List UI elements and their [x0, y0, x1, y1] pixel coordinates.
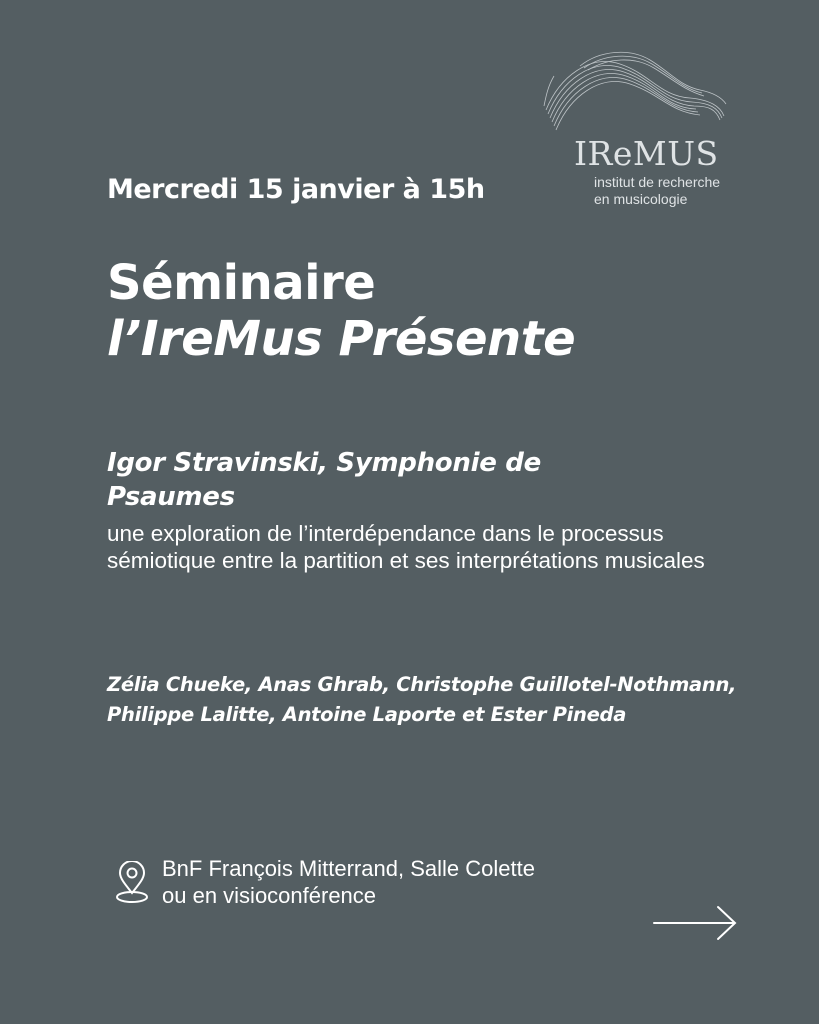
event-title-line2: l’IreMus Présente — [107, 311, 576, 367]
wave-ribbon-icon — [540, 46, 740, 146]
speakers-list: Zélia Chueke, Anas Ghrab, Christophe Guillotel-Nothmann, Philippe Lalitte, Antoine Laporte et Ester Pineda — [107, 673, 737, 726]
location-line1: BnF François Mitterrand, Salle Colette — [162, 856, 535, 881]
event-date: Mercredi 15 janvier à 15h — [107, 174, 485, 205]
logo-subtitle — [594, 174, 744, 208]
iremus-logo — [540, 46, 740, 216]
arrow-right-icon[interactable] — [652, 902, 740, 946]
talk-title: Igor Stravinski, Symphonie de Psaumes — [107, 448, 541, 512]
location-pin-icon — [114, 861, 150, 905]
event-title — [107, 255, 575, 367]
location-line2: ou en visioconférence — [162, 883, 377, 908]
location-text — [162, 855, 682, 909]
logo-wordmark: IReMUS — [574, 134, 719, 173]
talk-description: une exploration de l’interdépendance dans le processus sémiotique entre la partition et ses interprétations musicales — [107, 521, 705, 573]
logo-subtitle-line2: en musicologie — [594, 191, 688, 207]
event-title-line1: Séminaire — [107, 255, 376, 311]
logo-subtitle-line1: institut de recherche — [594, 174, 721, 190]
